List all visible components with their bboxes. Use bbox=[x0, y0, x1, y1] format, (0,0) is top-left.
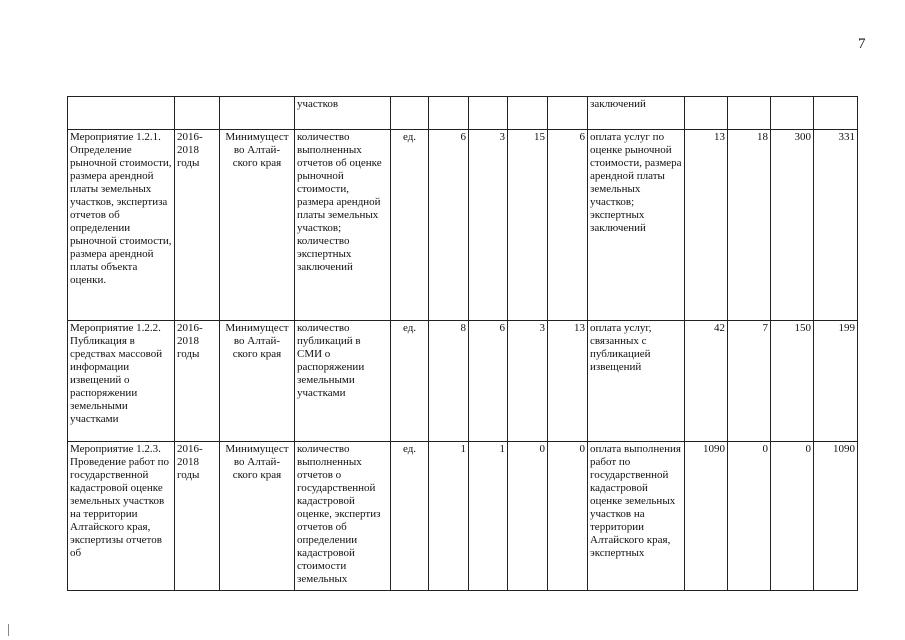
cell-value: 1 bbox=[469, 442, 508, 591]
cell-executor: Минимущест во Алтай- ского края bbox=[220, 321, 295, 442]
cell-funding bbox=[685, 97, 728, 130]
cell-value: 3 bbox=[469, 130, 508, 321]
cell-funding bbox=[771, 97, 814, 130]
cell-funding bbox=[728, 97, 771, 130]
cell-value bbox=[548, 97, 588, 130]
cell-funding: 300 bbox=[771, 130, 814, 321]
cell-indicator: количество публикаций в СМИ о распоряжении земельными участками bbox=[295, 321, 391, 442]
cell-funding: 0 bbox=[771, 442, 814, 591]
table-row-activity-1-2-2 bbox=[68, 321, 858, 442]
cell-funding: 199 bbox=[814, 321, 858, 442]
cell-event bbox=[68, 97, 175, 130]
cell-value: 13 bbox=[548, 321, 588, 442]
cell-value bbox=[508, 97, 548, 130]
page-number: 7 bbox=[858, 36, 866, 52]
table-row-activity-1-2-3 bbox=[68, 442, 858, 591]
cell-unit: ед. bbox=[391, 130, 429, 321]
cell-unit: ед. bbox=[391, 321, 429, 442]
cell-costs: оплата услуг по оценке рыночной стоимости, размера арендной платы земельных участков; экспертных заключений bbox=[588, 130, 685, 321]
cell-indicator: количество выполненных отчетов о государственной кадастровой оценке, экспертиз отчетов об определении кадастровой стоимости земельных bbox=[295, 442, 391, 591]
table-row-activity-1-2-1 bbox=[68, 130, 858, 321]
cell-funding: 13 bbox=[685, 130, 728, 321]
cell-period bbox=[175, 97, 220, 130]
cell-value: 15 bbox=[508, 130, 548, 321]
cell-indicator: участков bbox=[295, 97, 391, 130]
program-activities-table bbox=[67, 96, 858, 591]
scan-margin-mark bbox=[8, 624, 9, 636]
cell-event: Мероприятие 1.2.2. Публикация в средствах массовой информации извещений о распоряжении земельными участками bbox=[68, 321, 175, 442]
cell-value: 6 bbox=[469, 321, 508, 442]
cell-funding: 42 bbox=[685, 321, 728, 442]
cell-value bbox=[469, 97, 508, 130]
cell-funding: 1090 bbox=[685, 442, 728, 591]
cell-event: Мероприятие 1.2.1. Определение рыночной стоимости, размера арендной платы земельных участков, экспертиза отчетов об определении рыночной стоимости, размера арендной платы объекта оценки. bbox=[68, 130, 175, 321]
cell-funding: 150 bbox=[771, 321, 814, 442]
cell-funding bbox=[814, 97, 858, 130]
cell-executor bbox=[220, 97, 295, 130]
cell-unit bbox=[391, 97, 429, 130]
cell-event: Мероприятие 1.2.3. Проведение работ по государственной кадастровой оценке земельных участков на территории Алтайского края, экспертизы отчетов об bbox=[68, 442, 175, 591]
cell-executor: Минимущест во Алтай- ского края bbox=[220, 130, 295, 321]
cell-indicator: количество выполненных отчетов об оценке рыночной стоимости, размера арендной платы земельных участков; количество экспертных заключений bbox=[295, 130, 391, 321]
cell-executor: Минимущест во Алтай- ского края bbox=[220, 442, 295, 591]
cell-value: 8 bbox=[429, 321, 469, 442]
cell-costs: оплата выполнения работ по государственной кадастровой оценке земельных участков на территории Алтайского края, экспертных bbox=[588, 442, 685, 591]
cell-period: 2016- 2018 годы bbox=[175, 321, 220, 442]
cell-value: 0 bbox=[508, 442, 548, 591]
table-row-continuation bbox=[68, 97, 858, 130]
cell-funding: 331 bbox=[814, 130, 858, 321]
cell-value: 1 bbox=[429, 442, 469, 591]
cell-unit: ед. bbox=[391, 442, 429, 591]
cell-value: 6 bbox=[548, 130, 588, 321]
cell-funding: 1090 bbox=[814, 442, 858, 591]
cell-value bbox=[429, 97, 469, 130]
cell-funding: 18 bbox=[728, 130, 771, 321]
cell-value: 3 bbox=[508, 321, 548, 442]
cell-funding: 7 bbox=[728, 321, 771, 442]
cell-value: 6 bbox=[429, 130, 469, 321]
cell-period: 2016- 2018 годы bbox=[175, 442, 220, 591]
cell-costs: оплата услуг, связанных с публикацией извещений bbox=[588, 321, 685, 442]
cell-period: 2016- 2018 годы bbox=[175, 130, 220, 321]
cell-costs: заключений bbox=[588, 97, 685, 130]
cell-funding: 0 bbox=[728, 442, 771, 591]
cell-value: 0 bbox=[548, 442, 588, 591]
